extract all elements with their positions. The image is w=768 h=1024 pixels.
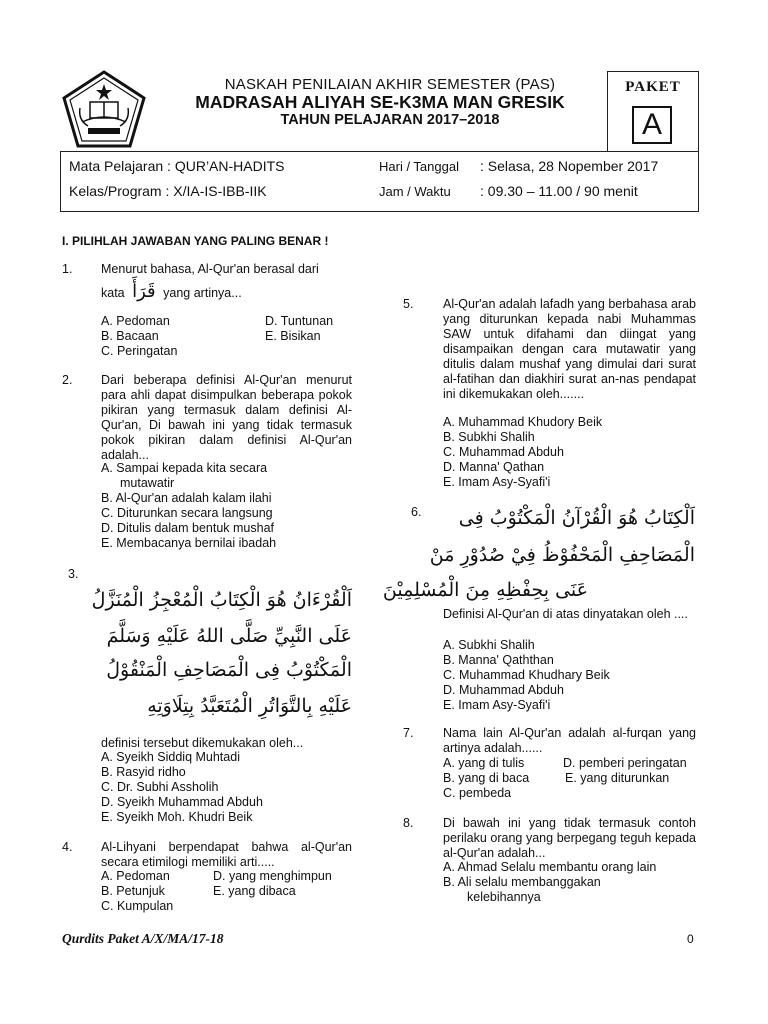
ministry-emblem-icon: [58, 68, 150, 152]
q3-arabic-line-4: عَلَيْهِ بِالتَّوَاتُرِ الْمُتَعَبَّدُ بِتِلَاوَتِهِ: [147, 695, 352, 717]
q6-arabic-line-3: عَنَى بِحِفْظِهِ مِنَ الْمُسْلِمِيْنَ: [382, 579, 588, 601]
q4-option-a: A. Pedoman: [101, 869, 170, 883]
q2-number: 2.: [62, 373, 73, 387]
q3-arabic-line-2: عَلَى النَّبِيِّ صَلَّى اللهُ عَلَيْهِ وَسَلَّمَ: [106, 625, 352, 647]
q2-text: Dari beberapa definisi Al-Qur'an menurut para ahli dapat disimpulkan beberapa pokok pikiran yang termasuk dalam definisi Al-Qur'an, Di bawah ini yang tidak termasuk pokok pikiran dalam definisi Al-Qur'an adalah...: [101, 373, 352, 462]
q1-number: 1.: [62, 262, 73, 276]
academic-year: TAHUN PELAJARAN 2017–2018: [280, 112, 500, 128]
q2-option-b: B. Al-Qur'an adalah kalam ilahi: [101, 491, 272, 505]
q8-text: Di bawah ini yang tidak termasuk contoh perilaku orang yang berpegang teguh kepada al-Qur'an adalah...: [443, 816, 696, 860]
q7-option-e: E. yang diturunkan: [565, 771, 670, 785]
q3-option-e: E. Syeikh Moh. Khudri Beik: [101, 810, 253, 824]
paket-box: [607, 71, 699, 152]
footer-code: Qurdits Paket A/X/MA/17-18: [62, 931, 224, 946]
q1-text-line2: [101, 281, 361, 302]
q4-option-e: E. yang dibaca: [213, 884, 296, 898]
q1-text: Menurut bahasa, Al-Qur'an berasal dari: [101, 262, 319, 276]
q8-option-a: A. Ahmad Selalu membantu orang lain: [443, 860, 657, 874]
q7-option-d: D. pemberi peringatan: [563, 756, 687, 770]
q2-option-e: E. Membacanya bernilai ibadah: [101, 536, 277, 550]
q2-option-d: D. Ditulis dalam bentuk mushaf: [101, 521, 274, 535]
q6-arabic-line-1: اَلْكِتَابُ هُوَ الْقُرْآنُ الْمَكْتُوْبُ فِى: [458, 507, 695, 529]
q1-arabic-word: قَرَأَ: [132, 281, 156, 302]
q6-arabic-line-2: الْمَصَاحِفِ الْمَحْفُوْظُ فِيْ صُدُوْرِ مَنْ: [429, 544, 695, 566]
q3-option-a: A. Syeikh Siddiq Muhtadi: [101, 750, 240, 764]
paket-letter: A: [632, 106, 672, 144]
q1-option-b: B. Bacaan: [101, 329, 159, 343]
q1-option-c: C. Peringatan: [101, 344, 178, 358]
q5-option-a: A. Muhammad Khudory Beik: [443, 415, 603, 429]
q1-option-d: D. Tuntunan: [265, 314, 334, 328]
q3-option-d: D. Syeikh Muhammad Abduh: [101, 795, 263, 809]
q7-text: Nama lain Al-Qur'an adalah al-furqan yang artinya adalah......: [443, 726, 696, 755]
q5-option-c: C. Muhammad Abduh: [443, 445, 564, 459]
q3-text: definisi tersebut dikemukakan oleh...: [101, 736, 304, 750]
q6-option-a: A. Subkhi Shalih: [443, 638, 535, 652]
ministry-logo: [58, 68, 150, 152]
q8-option-b-cont: kelebihannya: [467, 890, 541, 904]
exam-title: NASKAH PENILAIAN AKHIR SEMESTER (PAS): [224, 76, 556, 93]
q1-text-pre: kata: [101, 286, 125, 300]
class-field: Kelas/Program : X/IA-IS-IBB-IIK: [69, 183, 267, 199]
q3-option-b: B. Rasyid ridho: [101, 765, 186, 779]
q6-option-b: B. Manna' Qaththan: [443, 653, 554, 667]
q1-option-a: A. Pedoman: [101, 314, 170, 328]
page-number: 0: [687, 932, 694, 946]
time-value: : 09.30 – 11.00 / 90 menit: [480, 183, 638, 199]
q7-option-b: B. yang di baca: [443, 771, 530, 785]
q2-option-c: C. Diturunkan secara langsung: [101, 506, 273, 520]
q5-option-d: D. Manna' Qathan: [443, 460, 545, 474]
q5-option-b: B. Subkhi Shalih: [443, 430, 535, 444]
q3-option-c: C. Dr. Subhi Assholih: [101, 780, 219, 794]
q3-arabic-line-3: الْمَكْتُوْبُ فِى الْمَصَاحِفِ الْمَنْقُوْلُ: [106, 659, 352, 681]
q6-option-d: D. Muhammad Abduh: [443, 683, 564, 697]
q2-option-a-cont: mutawatir: [120, 476, 175, 490]
q4-number: 4.: [62, 840, 73, 854]
q4-text: Al-Lihyani berpendapat bahwa al-Qur'an secara etimilogi memiliki arti.....: [101, 840, 352, 869]
q4-option-d: D. yang menghimpun: [213, 869, 332, 883]
q7-option-a: A. yang di tulis: [443, 756, 525, 770]
q3-arabic-line-1: اَلْقُرْءَانُ هُوَ الْكِتَابُ الْمُعْجِزُ الْمُنَزَّلُ: [91, 589, 352, 611]
q7-number: 7.: [403, 726, 414, 740]
q6-text: Definisi Al-Qur'an di atas dinyatakan oleh ....: [443, 607, 688, 621]
q6-option-c: C. Muhammad Khudhary Beik: [443, 668, 610, 682]
q1-option-e: E. Bisikan: [265, 329, 321, 343]
q7-option-c: C. pembeda: [443, 786, 512, 800]
q8-option-b: B. Ali selalu membanggakan: [443, 875, 601, 889]
q3-number: 3.: [68, 567, 79, 581]
section-title: I. PILIHLAH JAWABAN YANG PALING BENAR !: [62, 234, 329, 248]
time-label: Jam / Waktu: [379, 184, 451, 199]
school-name: MADRASAH ALIYAH SE-K3MA MAN GRESIK: [195, 92, 565, 112]
paket-label: PAKET: [625, 79, 681, 95]
q5-number: 5.: [403, 297, 414, 311]
q8-number: 8.: [403, 816, 414, 830]
q6-option-e: E. Imam Asy-Syafi'i: [443, 698, 551, 712]
subject-field: Mata Pelajaran : QUR’AN-HADITS: [69, 158, 285, 174]
q4-option-b: B. Petunjuk: [101, 884, 165, 898]
q5-option-e: E. Imam Asy-Syafi'i: [443, 475, 551, 489]
q1-text-post: yang artinya...: [163, 286, 242, 300]
q5-text: Al-Qur'an adalah lafadh yang berbahasa arab yang diturunkan kepada nabi Muhammas SAW untuk difahami dan diingat yang disampaikan dengan cara mutawatir yang ditulis dalam mushaf yang dimulai dari surat al-fatihan dan diakhiri surat an-nas pendapat ini dikemukakan oleh.......: [443, 297, 696, 401]
day-value: : Selasa, 28 Nopember 2017: [480, 158, 659, 174]
q4-option-c: C. Kumpulan: [101, 899, 174, 913]
q2-option-a: A. Sampai kepada kita secara: [101, 461, 268, 475]
day-label: Hari / Tanggal: [379, 159, 459, 174]
q6-number: 6.: [411, 505, 422, 519]
